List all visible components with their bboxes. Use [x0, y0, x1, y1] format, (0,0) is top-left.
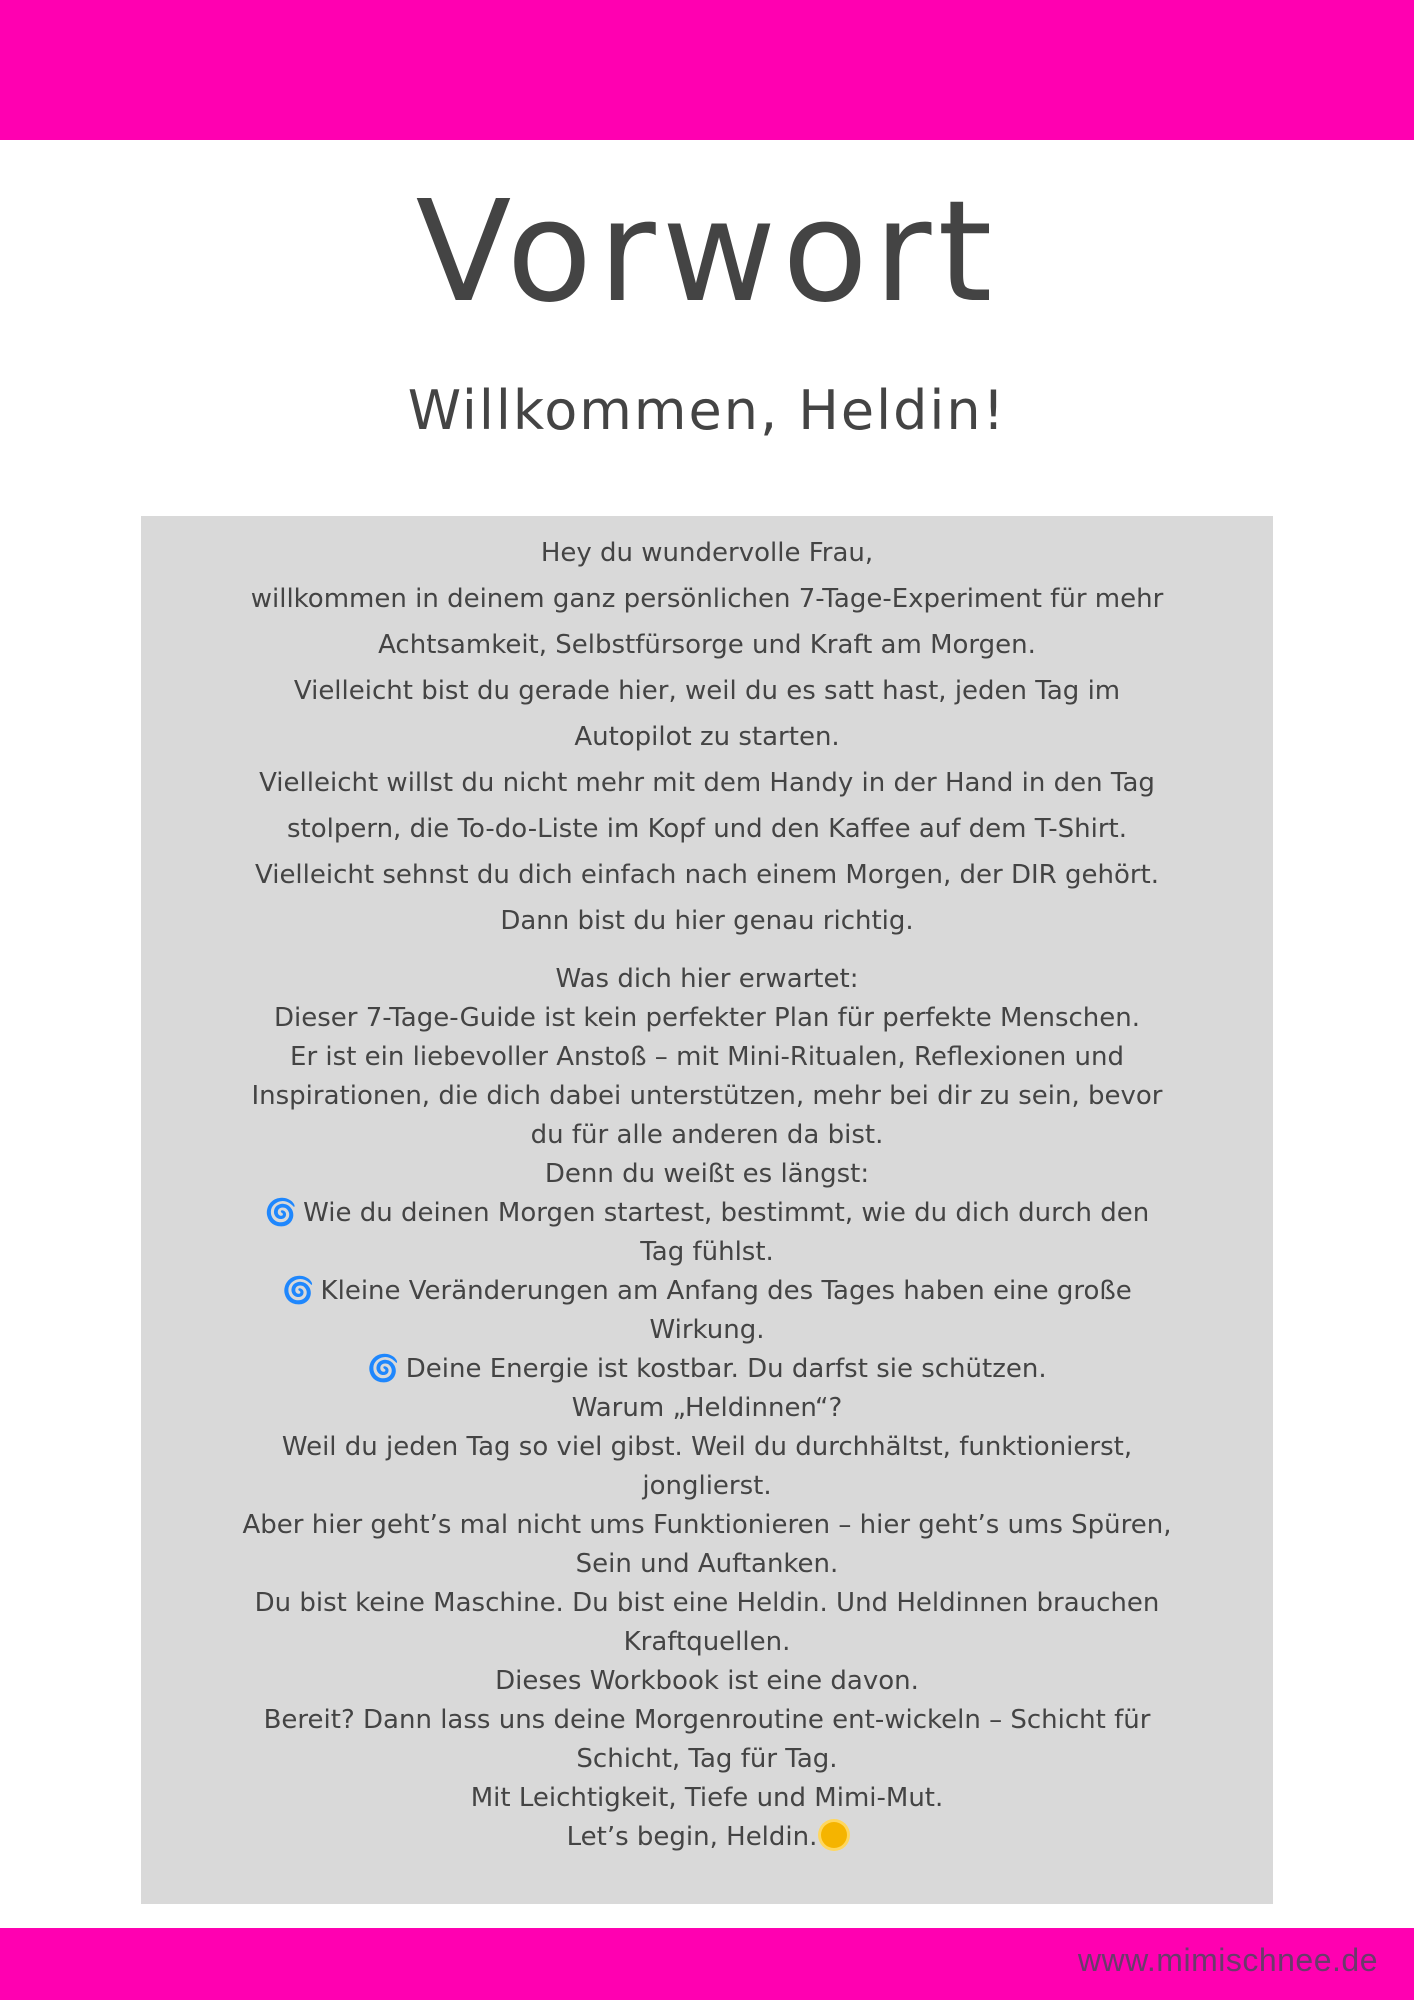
paragraph: Du bist keine Maschine. Du bist eine Heldin. Und Heldinnen brauchen Kraftquellen.: [254, 1588, 1160, 1657]
sun-icon: [821, 1822, 847, 1848]
paragraph: Denn du weißt es längst:: [544, 1159, 870, 1189]
intro-line: Vielleicht willst du nicht mehr mit dem Handy in der Hand in den Tag stolpern, die To-do-Liste im Kopf und den Kaffee auf dem T-Shirt.: [259, 768, 1155, 844]
page-title: Vorwort: [415, 171, 999, 334]
bullet-text: Deine Energie ist kostbar. Du darfst sie schützen.: [405, 1354, 1047, 1384]
paragraph: Mit Leichtigkeit, Tiefe und Mimi-Mut.: [470, 1783, 944, 1813]
cyclone-icon: 🌀: [282, 1276, 315, 1306]
bullet-item: [241, 1194, 1173, 1272]
intro-line: Vielleicht sehnst du dich einfach nach einem Morgen, der DIR gehört.: [255, 860, 1159, 890]
bullet-item: [241, 1350, 1173, 1389]
bottom-accent-bar: [0, 1928, 1414, 2000]
cyclone-icon: 🌀: [264, 1198, 298, 1228]
section-heading: Was dich hier erwartet:: [555, 964, 859, 994]
paragraph: Warum „Heldinnen“?: [571, 1393, 843, 1423]
paragraph: Dieser 7-Tage-Guide ist kein perfekter Plan für perfekte Menschen.: [273, 1003, 1141, 1033]
closing-text: Let’s begin, Heldin.: [566, 1822, 818, 1852]
bullet-text: Kleine Veränderungen am Anfang des Tages haben eine große Wirkung.: [320, 1276, 1132, 1345]
footer-url[interactable]: www.mimischnee.de: [1077, 1942, 1378, 1978]
intro-line: Vielleicht bist du gerade hier, weil du es satt hast, jeden Tag im Autopilot zu starten.: [293, 676, 1121, 752]
foreword-text-box: [141, 516, 1273, 1904]
paragraph: Aber hier geht’s mal nicht ums Funktionieren – hier geht’s ums Spüren, Sein und Auftanken.: [242, 1510, 1172, 1579]
intro-line: Hey du wundervolle Frau,: [540, 538, 874, 568]
bullet-item: [241, 1272, 1173, 1350]
intro-line: Dann bist du hier genau richtig.: [500, 906, 914, 936]
cyclone-icon: 🌀: [367, 1354, 400, 1384]
bullet-text: Wie du deinen Morgen startest, bestimmt, wie du dich durch den Tag fühlst.: [303, 1198, 1150, 1267]
paragraph: Er ist ein liebevoller Anstoß – mit Mini-Ritualen, Reflexionen und Inspirationen, die dich dabei unterstützen, mehr bei dir zu sein, bevor du für alle anderen da bist.: [251, 1042, 1163, 1150]
top-accent-bar: [0, 0, 1414, 140]
intro-block: [241, 530, 1173, 944]
paragraph: Dieses Workbook ist eine davon.: [495, 1666, 919, 1696]
paragraph: Bereit? Dann lass uns deine Morgenroutine ent-wickeln – Schicht für Schicht, Tag für Tag.: [263, 1705, 1151, 1774]
closing-line: [241, 1818, 1173, 1857]
intro-line: willkommen in deinem ganz persönlichen 7-Tage-Experiment für mehr Achtsamkeit, Selbstfürsorge und Kraft am Morgen.: [250, 584, 1164, 660]
foreword-content: [241, 530, 1173, 1857]
paragraph: Weil du jeden Tag so viel gibst. Weil du durchhältst, funktionierst, jonglierst.: [281, 1432, 1133, 1501]
expectations-block: [241, 960, 1173, 1857]
page-subtitle: Willkommen, Heldin!: [407, 379, 1007, 442]
